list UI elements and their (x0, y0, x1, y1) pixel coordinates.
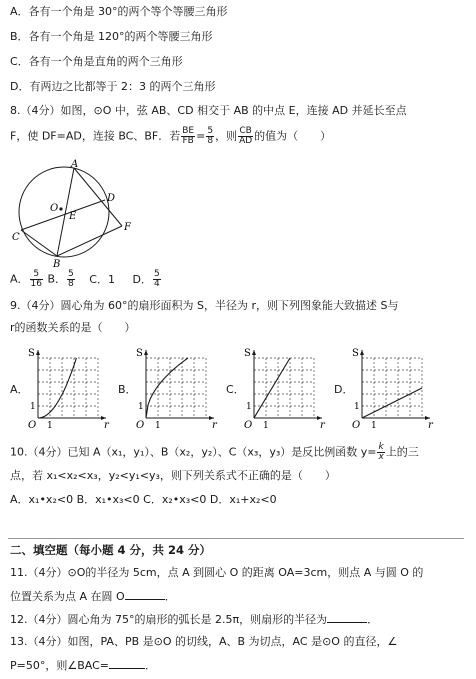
tick-label-y: 1 (354, 402, 360, 412)
axis-label-s: S (28, 348, 35, 359)
q11-stem-line2 (10, 588, 176, 605)
axis-label-r: r (320, 420, 325, 431)
q8-option-a-num: 5 (30, 270, 43, 280)
q8-option-a-label: A． (10, 272, 29, 286)
origin-label: O (136, 420, 145, 431)
q13-stem-text: P=50°，则∠BAC= (10, 659, 109, 672)
function-curve (362, 388, 422, 418)
q8-option-a-fraction (30, 270, 43, 289)
tick-label-x: 1 (47, 421, 53, 431)
axis-label-s: S (244, 348, 251, 359)
axis-label-r: r (428, 420, 433, 431)
q8-value-den: 8 (207, 136, 214, 146)
q12-stem (10, 611, 378, 628)
q10-stem-line2: 点，若 x₁<x₂<x₃，y₂<y₁<y₃，则下列关系式不正确的是（ ） (10, 469, 336, 482)
q10-options: A．x₁•x₂<0 B．x₁•x₃<0 C．x₂•x₃<0 D．x₁+x₂<0 (10, 493, 277, 506)
q8-ask-tail: 的值为（ ） (254, 129, 332, 143)
q8-option-d-den: 4 (153, 279, 160, 289)
q8-option-a-den: 16 (30, 279, 42, 289)
q8-ratio-den: FB (182, 136, 194, 146)
q9-graph-b-label: B． (118, 383, 137, 396)
origin-label: O (352, 420, 361, 431)
q8-ask-den: AD (239, 136, 253, 146)
q8-center-dot (59, 207, 62, 210)
q10-stem-line1 (10, 443, 419, 462)
q12-period: ． (367, 613, 379, 626)
q8-option-b-num: 5 (68, 269, 74, 279)
q9-graph-c-label: C． (226, 383, 245, 396)
q8-option-b-den: 8 (68, 279, 74, 289)
q8-option-d-fraction (153, 270, 161, 289)
q8-ask-fraction (238, 127, 253, 146)
tick-label-x: 1 (263, 421, 269, 431)
q10-stem-tail: 上的三 (385, 445, 419, 459)
section-2-title: 二、填空题（每小题 4 分，共 24 分） (10, 543, 212, 557)
q9-stem-line1: 9.（4分）圆心角为 60°的扇形面积为 S，半径为 r，则下列图象能大致描述 S与 (10, 299, 399, 312)
q8-ratio-num: BE (182, 126, 195, 136)
function-curve (38, 358, 76, 418)
axis-label-s: S (136, 348, 143, 359)
q8-circle (19, 167, 109, 257)
tick-label-x: 1 (155, 421, 161, 431)
q8-label-o: O (50, 203, 59, 214)
tick-label-x: 1 (371, 421, 377, 431)
q11-stem-text: 位置关系为点 A 在圆 O (10, 590, 125, 603)
q9-graph-b (134, 344, 217, 431)
q9-graph-c (242, 344, 325, 431)
q8-equals: = (196, 129, 206, 143)
q8-then: ，则 (215, 129, 238, 143)
axis-label-r: r (212, 420, 217, 431)
q8-label-b: B (53, 259, 61, 270)
q12-answer-blank[interactable] (327, 611, 367, 623)
q12-stem-text: 12.（4分）圆心角为 75°的扇形的弧长是 2.5π，则扇形的半径为 (10, 613, 328, 626)
function-curve (254, 358, 290, 418)
q8-line-bf (57, 226, 122, 256)
q9-graph-d-label: D． (334, 383, 354, 396)
tick-label-y: 1 (138, 402, 144, 412)
axis-label-s: S (352, 348, 359, 359)
q13-answer-blank[interactable] (109, 657, 145, 669)
y-axis-arrow (144, 350, 148, 355)
q8-option-d-label: D． (132, 272, 152, 286)
q8-label-f: F (124, 222, 131, 233)
axis-label-r: r (104, 420, 109, 431)
q9-graph-a (26, 344, 109, 431)
q8-stem-line2 (10, 127, 331, 146)
q7-option-a: A．各有一个角是 30°的两个等个等腰三角形 (10, 5, 228, 18)
q11-period: ． (164, 590, 176, 603)
q11-stem-line1: 11.（4分）⊙O的半径为 5cm，点 A 到圆心 O 的距离 OA=3cm，则点 A 与圆 O 的 (10, 566, 424, 579)
origin-label: O (28, 420, 37, 431)
q7-option-c: C．各有一个角是直角的两个三角形 (10, 55, 183, 68)
q8-stem-text: F，使 DF=AD，连接 BC、BF．若 (10, 129, 181, 143)
q8-option-b-fraction (67, 270, 75, 289)
q8-ask-num: CB (239, 126, 252, 136)
q8-label-e: E (69, 211, 77, 222)
q9-graph-a-label: A． (10, 383, 29, 396)
q9-graph-d (350, 344, 433, 431)
q8-line-bc (21, 230, 57, 256)
q10-kx-fraction (377, 443, 384, 462)
y-axis-arrow (360, 350, 364, 355)
q8-label-c: C (12, 232, 20, 243)
q9-stem-line2: r的函数关系的是（ ） (10, 321, 136, 334)
q10-stem-text: 10.（4分）已知 A（x₁，y₁）、B（x₂，y₂）、C（x₃，y₃）是反比例函数 y= (10, 445, 377, 459)
q10-k: k (378, 442, 384, 452)
q8-stem-line1: 8.（4分）如图，⊙O 中，弦 AB、CD 相交于 AB 的中点 E，连接 AD 并延长至点 (10, 104, 407, 117)
tick-label-y: 1 (246, 402, 252, 412)
q8-value-num: 5 (207, 126, 214, 136)
y-axis-arrow (252, 350, 256, 355)
q8-option-d-num: 5 (153, 269, 160, 279)
q11-answer-blank[interactable] (125, 588, 165, 600)
q8-options (10, 270, 162, 289)
q7-option-b: B．各有一个角是 120°的两个等腰三角形 (10, 30, 213, 43)
q13-stem-line1: 13.（4分）如图，PA、PB 是⊙O 的切线，A、B 为切点，AC 是⊙O 的直径，∠ (10, 635, 398, 648)
q13-stem-line2 (10, 657, 156, 674)
q13-period: ． (144, 659, 156, 672)
q8-circle-figure (8, 160, 138, 268)
tick-label-y: 1 (30, 402, 36, 412)
q10-x: x (378, 452, 384, 462)
q8-option-c: C．1 (89, 272, 115, 286)
q7-option-d: D．有两边之比都等于 2：3 的两个三角形 (10, 80, 216, 93)
q8-ratio-fraction (181, 127, 195, 146)
q8-label-a: A (71, 159, 79, 170)
q8-option-b-label: B． (47, 272, 67, 286)
origin-label: O (244, 420, 253, 431)
y-axis-arrow (36, 350, 40, 355)
q8-label-d: D (107, 193, 116, 204)
section-divider (8, 538, 464, 539)
q8-value-fraction (206, 127, 214, 146)
